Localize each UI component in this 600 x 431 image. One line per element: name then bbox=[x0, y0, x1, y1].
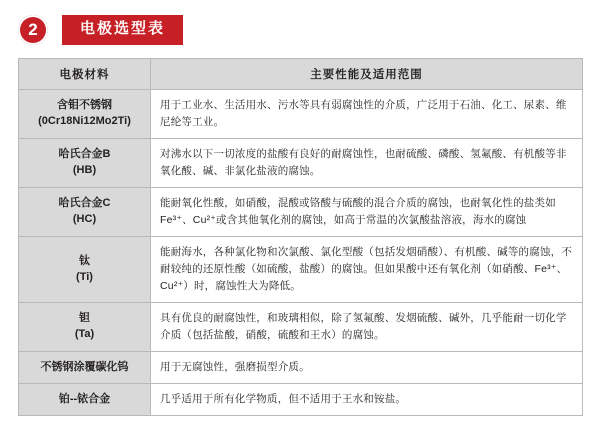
table-header bbox=[19, 59, 583, 90]
cell-description: 具有优良的耐腐蚀性，和玻璃相似，除了氢氟酸、发烟硫酸、碱外，几乎能耐一切化学介质（包括盐酸，硝酸，硫酸和王水）的腐蚀。 bbox=[151, 303, 583, 352]
column-header-description: 主要性能及适用范围 bbox=[151, 59, 583, 90]
cell-description: 能耐海水，各种氯化物和次氯酸、氯化型酸（包括发烟硝酸）、有机酸、碱等的腐蚀，不耐较纯的还原性酸（如硫酸，盐酸）的腐蚀。但如果酸中还有氧化剂（如硝酸、Fe³⁺、Cu²⁺）时，腐蚀性大为降低。 bbox=[151, 237, 583, 303]
cell-material bbox=[19, 384, 151, 416]
cell-description: 用于工业水、生活用水、污水等具有弱腐蚀性的介质，广泛用于石油、化工、尿素、维尼纶等工业。 bbox=[151, 90, 583, 139]
cell-material bbox=[19, 237, 151, 303]
material-name: 哈氏合金B bbox=[58, 148, 111, 161]
table-row bbox=[19, 188, 583, 237]
table-row bbox=[19, 384, 583, 416]
material-name: 不锈钢涂覆碳化钨 bbox=[40, 360, 129, 373]
cell-material bbox=[19, 139, 151, 188]
cell-material bbox=[19, 90, 151, 139]
material-name: 铂--铱合金 bbox=[58, 392, 111, 405]
table-row bbox=[19, 237, 583, 303]
page-title: 电极选型表 bbox=[62, 15, 183, 45]
table-row bbox=[19, 90, 583, 139]
table-body bbox=[19, 90, 583, 416]
section-number-badge: 2 bbox=[18, 15, 48, 45]
material-code: (HB) bbox=[72, 164, 97, 176]
electrode-selection-table bbox=[18, 58, 583, 416]
cell-description: 能耐氧化性酸，如硝酸，混酸或铬酸与硫酸的混合介质的腐蚀，也耐氧化性的盐类如Fe³⁺、Cu²⁺或含其他氧化剂的腐蚀，如高于常温的次氯酸盐溶液，海水的腐蚀 bbox=[151, 188, 583, 237]
cell-description: 用于无腐蚀性，强磨损型介质。 bbox=[151, 352, 583, 384]
material-code: (Ta) bbox=[74, 328, 95, 340]
table-row bbox=[19, 352, 583, 384]
material-name: 含钼不锈钢 bbox=[57, 99, 112, 112]
cell-material bbox=[19, 188, 151, 237]
table-header-row bbox=[19, 59, 583, 90]
material-name: 哈氏合金C bbox=[58, 197, 111, 210]
material-name: 钽 bbox=[79, 312, 90, 325]
table-row bbox=[19, 303, 583, 352]
cell-material bbox=[19, 352, 151, 384]
cell-description: 对沸水以下一切浓度的盐酸有良好的耐腐蚀性，也耐硫酸、磷酸、氢氟酸、有机酸等非氧化酸、碱、非氯化盐液的腐蚀。 bbox=[151, 139, 583, 188]
material-code: (0Cr18Ni12Mo2Ti) bbox=[38, 115, 131, 127]
material-name: 钛 bbox=[79, 254, 90, 267]
material-code: (HC) bbox=[72, 213, 97, 225]
cell-description: 几乎适用于所有化学物质，但不适用于王水和铵盐。 bbox=[151, 384, 583, 416]
cell-material bbox=[19, 303, 151, 352]
column-header-material: 电极材料 bbox=[19, 59, 151, 90]
table-row bbox=[19, 139, 583, 188]
page-header bbox=[18, 12, 582, 48]
material-code: (Ti) bbox=[76, 270, 93, 283]
